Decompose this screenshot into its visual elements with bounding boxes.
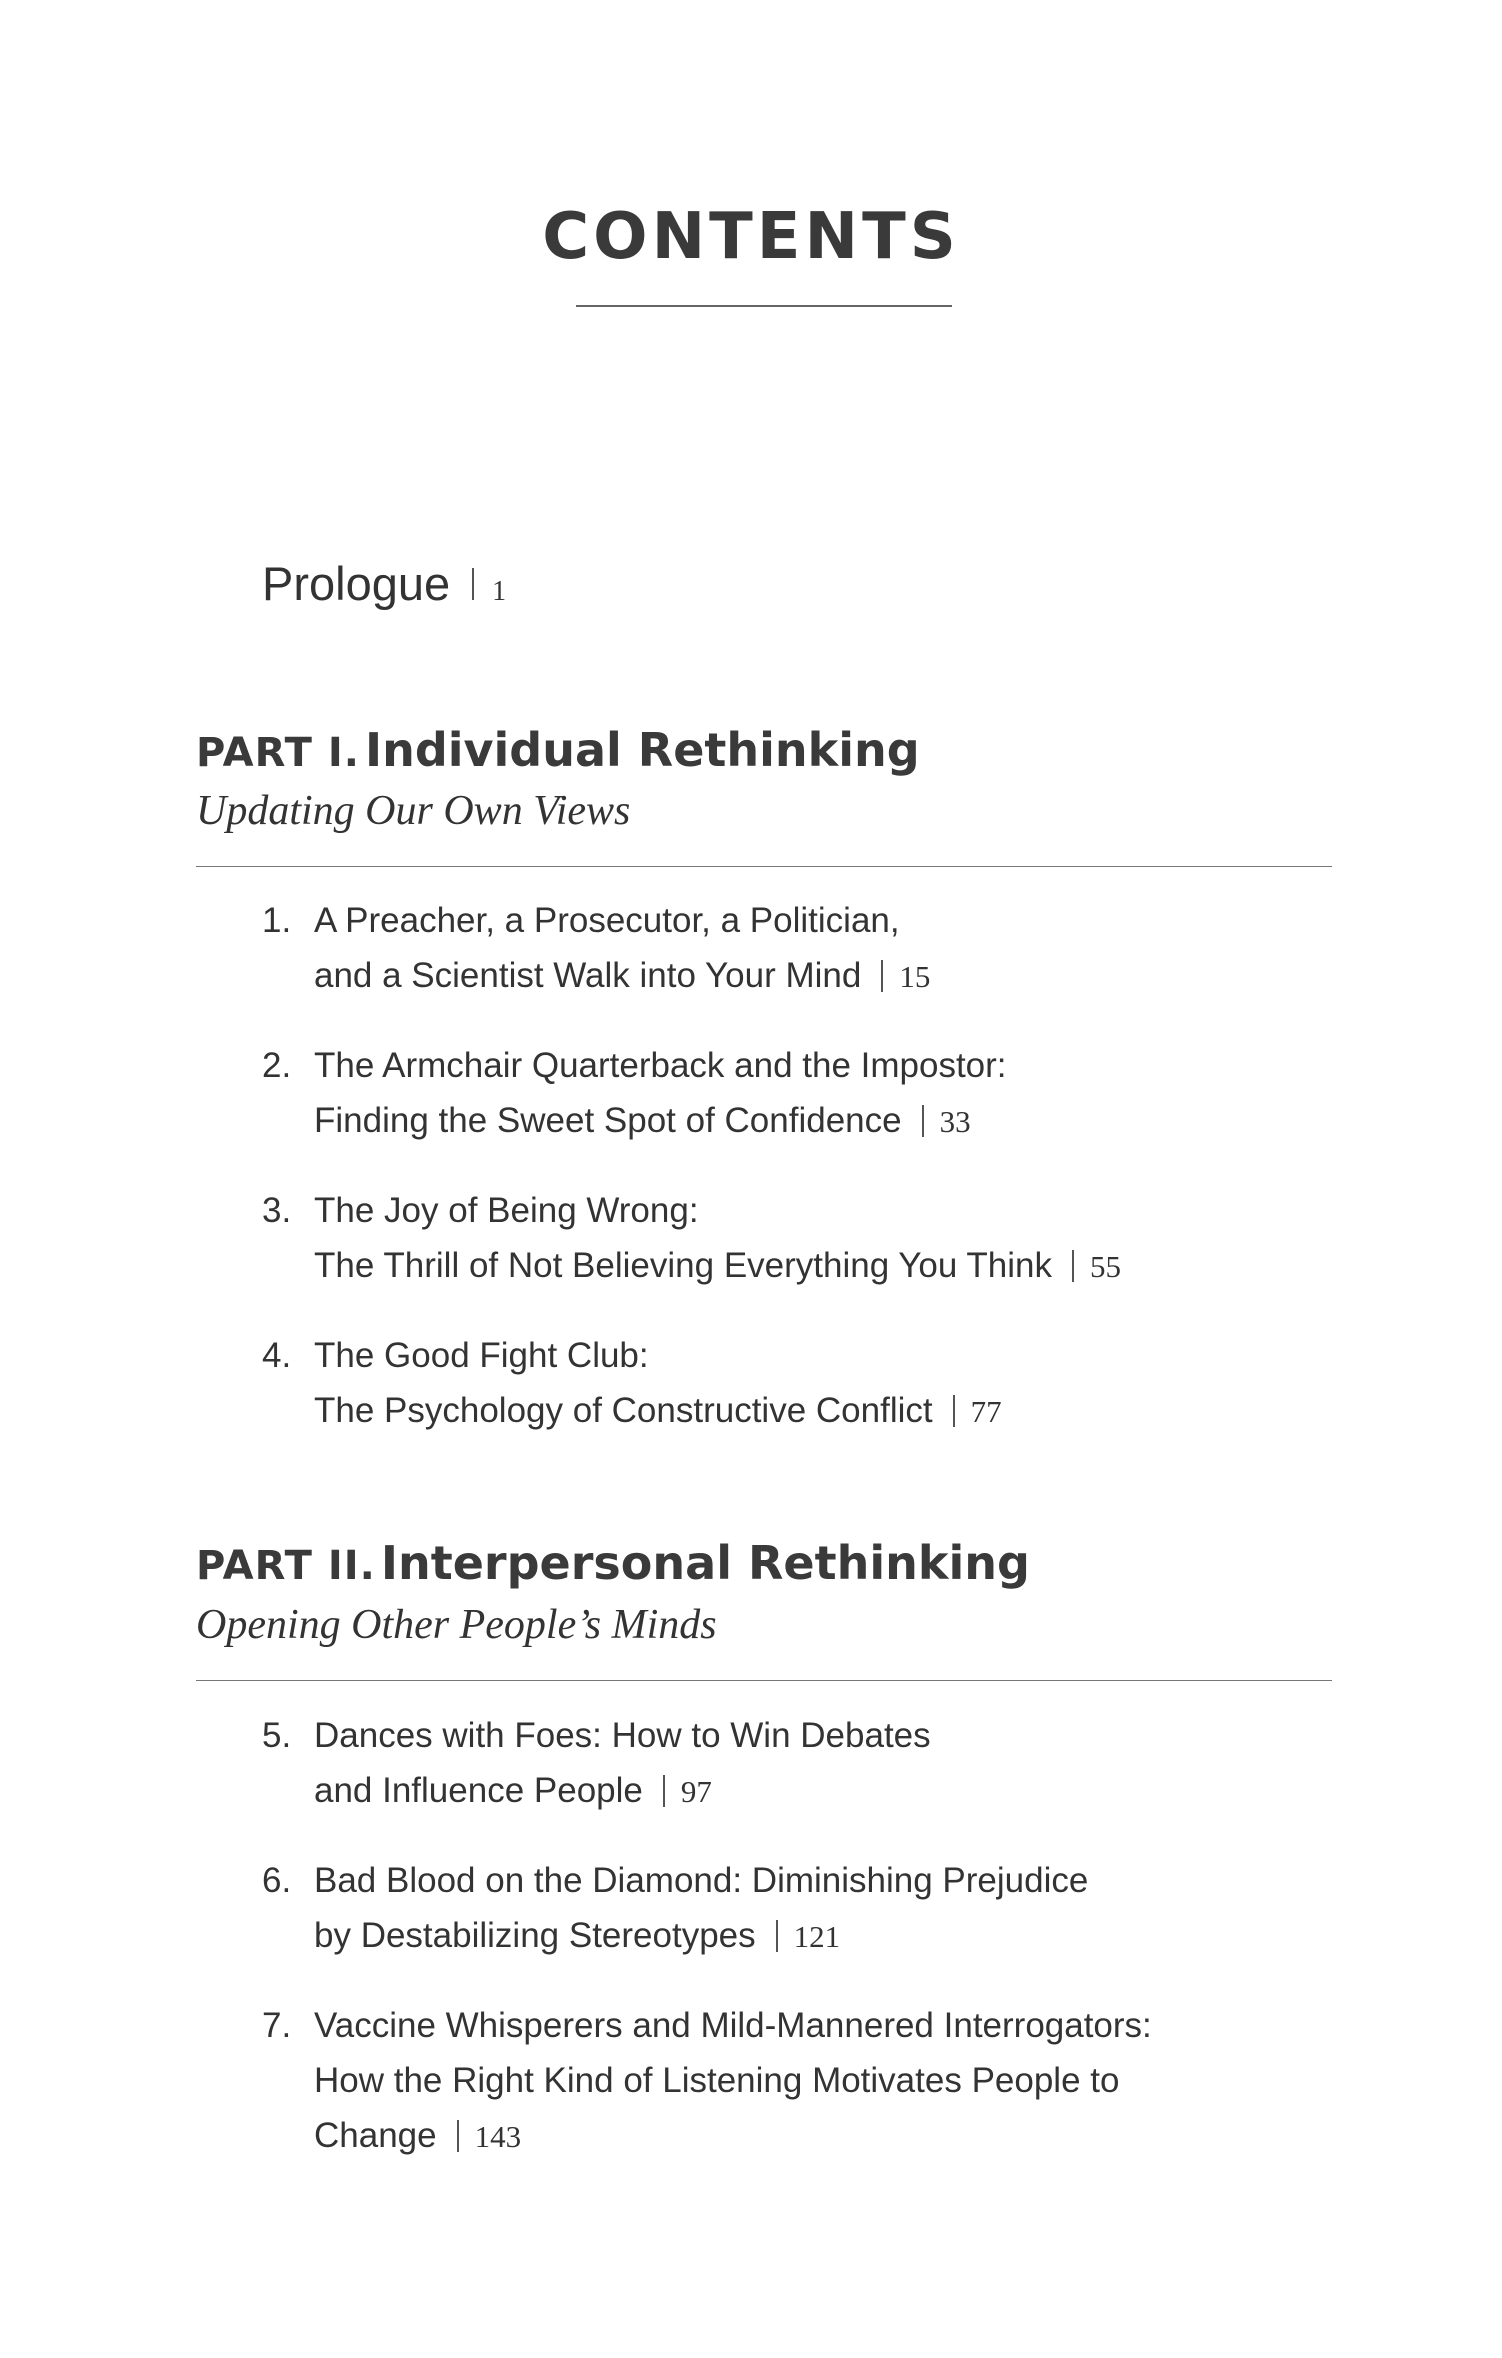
chapter-number: 4. [262, 1336, 292, 1375]
part-2-title: Interpersonal Rethinking [380, 1536, 1030, 1590]
part-1-number: PART I. [196, 730, 360, 776]
chapter-page: 121 [793, 1919, 841, 1954]
prologue-entry [262, 557, 507, 610]
chapter-page: 15 [899, 959, 931, 994]
page-separator [663, 1775, 665, 1807]
chapter-number: 7. [262, 2006, 292, 2045]
chapter-title-line: and Influence People [314, 1771, 643, 1810]
title-underline [576, 305, 952, 307]
chapter-title-line: The Psychology of Constructive Conflict [314, 1391, 933, 1430]
chapter-title-line: Bad Blood on the Diamond: Diminishing Prejudice [314, 1861, 1089, 1900]
chapter-number: 2. [262, 1046, 292, 1085]
part-1-subtitle: Updating Our Own Views [196, 788, 631, 834]
part-1-title: Individual Rethinking [365, 723, 920, 777]
chapter-number: 1. [262, 901, 292, 940]
chapter-title-line: The Thrill of Not Believing Everything You Think [314, 1246, 1053, 1285]
chapter-page: 33 [939, 1104, 971, 1139]
chapter-title-line: Change [314, 2116, 437, 2155]
chapter-number: 5. [262, 1716, 292, 1755]
chapter-title-line: The Good Fight Club: [314, 1336, 649, 1375]
page-separator [881, 960, 883, 992]
chapter-title-line: and a Scientist Walk into Your Mind [314, 956, 862, 995]
prologue-label: Prologue [262, 557, 451, 610]
chapter-page: 77 [970, 1394, 1002, 1429]
prologue-page: 1 [492, 576, 507, 607]
chapter-number: 6. [262, 1861, 292, 1900]
chapter-title-line: Dances with Foes: How to Win Debates [314, 1716, 931, 1755]
part-1-heading [196, 723, 920, 777]
chapter-title-line: Finding the Sweet Spot of Confidence [314, 1101, 902, 1140]
page-title: CONTENTS [542, 200, 960, 274]
chapter-number: 3. [262, 1191, 292, 1230]
chapter-title-line: The Armchair Quarterback and the Impostor: [314, 1046, 1007, 1085]
chapter-title-line: Vaccine Whisperers and Mild-Mannered Interrogators: [314, 2006, 1152, 2045]
chapter-title-line: The Joy of Being Wrong: [314, 1191, 699, 1230]
part-2-rule [196, 1680, 1332, 1681]
page-separator [953, 1395, 955, 1427]
page-separator [1072, 1250, 1074, 1282]
page-separator [776, 1920, 778, 1952]
page-separator [472, 568, 474, 600]
chapter-title-line: by Destabilizing Stereotypes [314, 1916, 756, 1955]
chapter-title-line: How the Right Kind of Listening Motivates People to [314, 2061, 1120, 2100]
page-separator [922, 1105, 924, 1137]
part-2-number: PART II. [196, 1543, 376, 1589]
page-separator [457, 2120, 459, 2152]
chapter-page: 97 [680, 1774, 712, 1809]
part-2-subtitle: Opening Other People’s Minds [196, 1602, 717, 1648]
chapter-page: 143 [474, 2119, 522, 2154]
chapter-page: 55 [1090, 1249, 1122, 1284]
chapter-title-line: A Preacher, a Prosecutor, a Politician, [314, 901, 900, 940]
part-2-heading [196, 1536, 1030, 1590]
part-1-rule [196, 866, 1332, 867]
